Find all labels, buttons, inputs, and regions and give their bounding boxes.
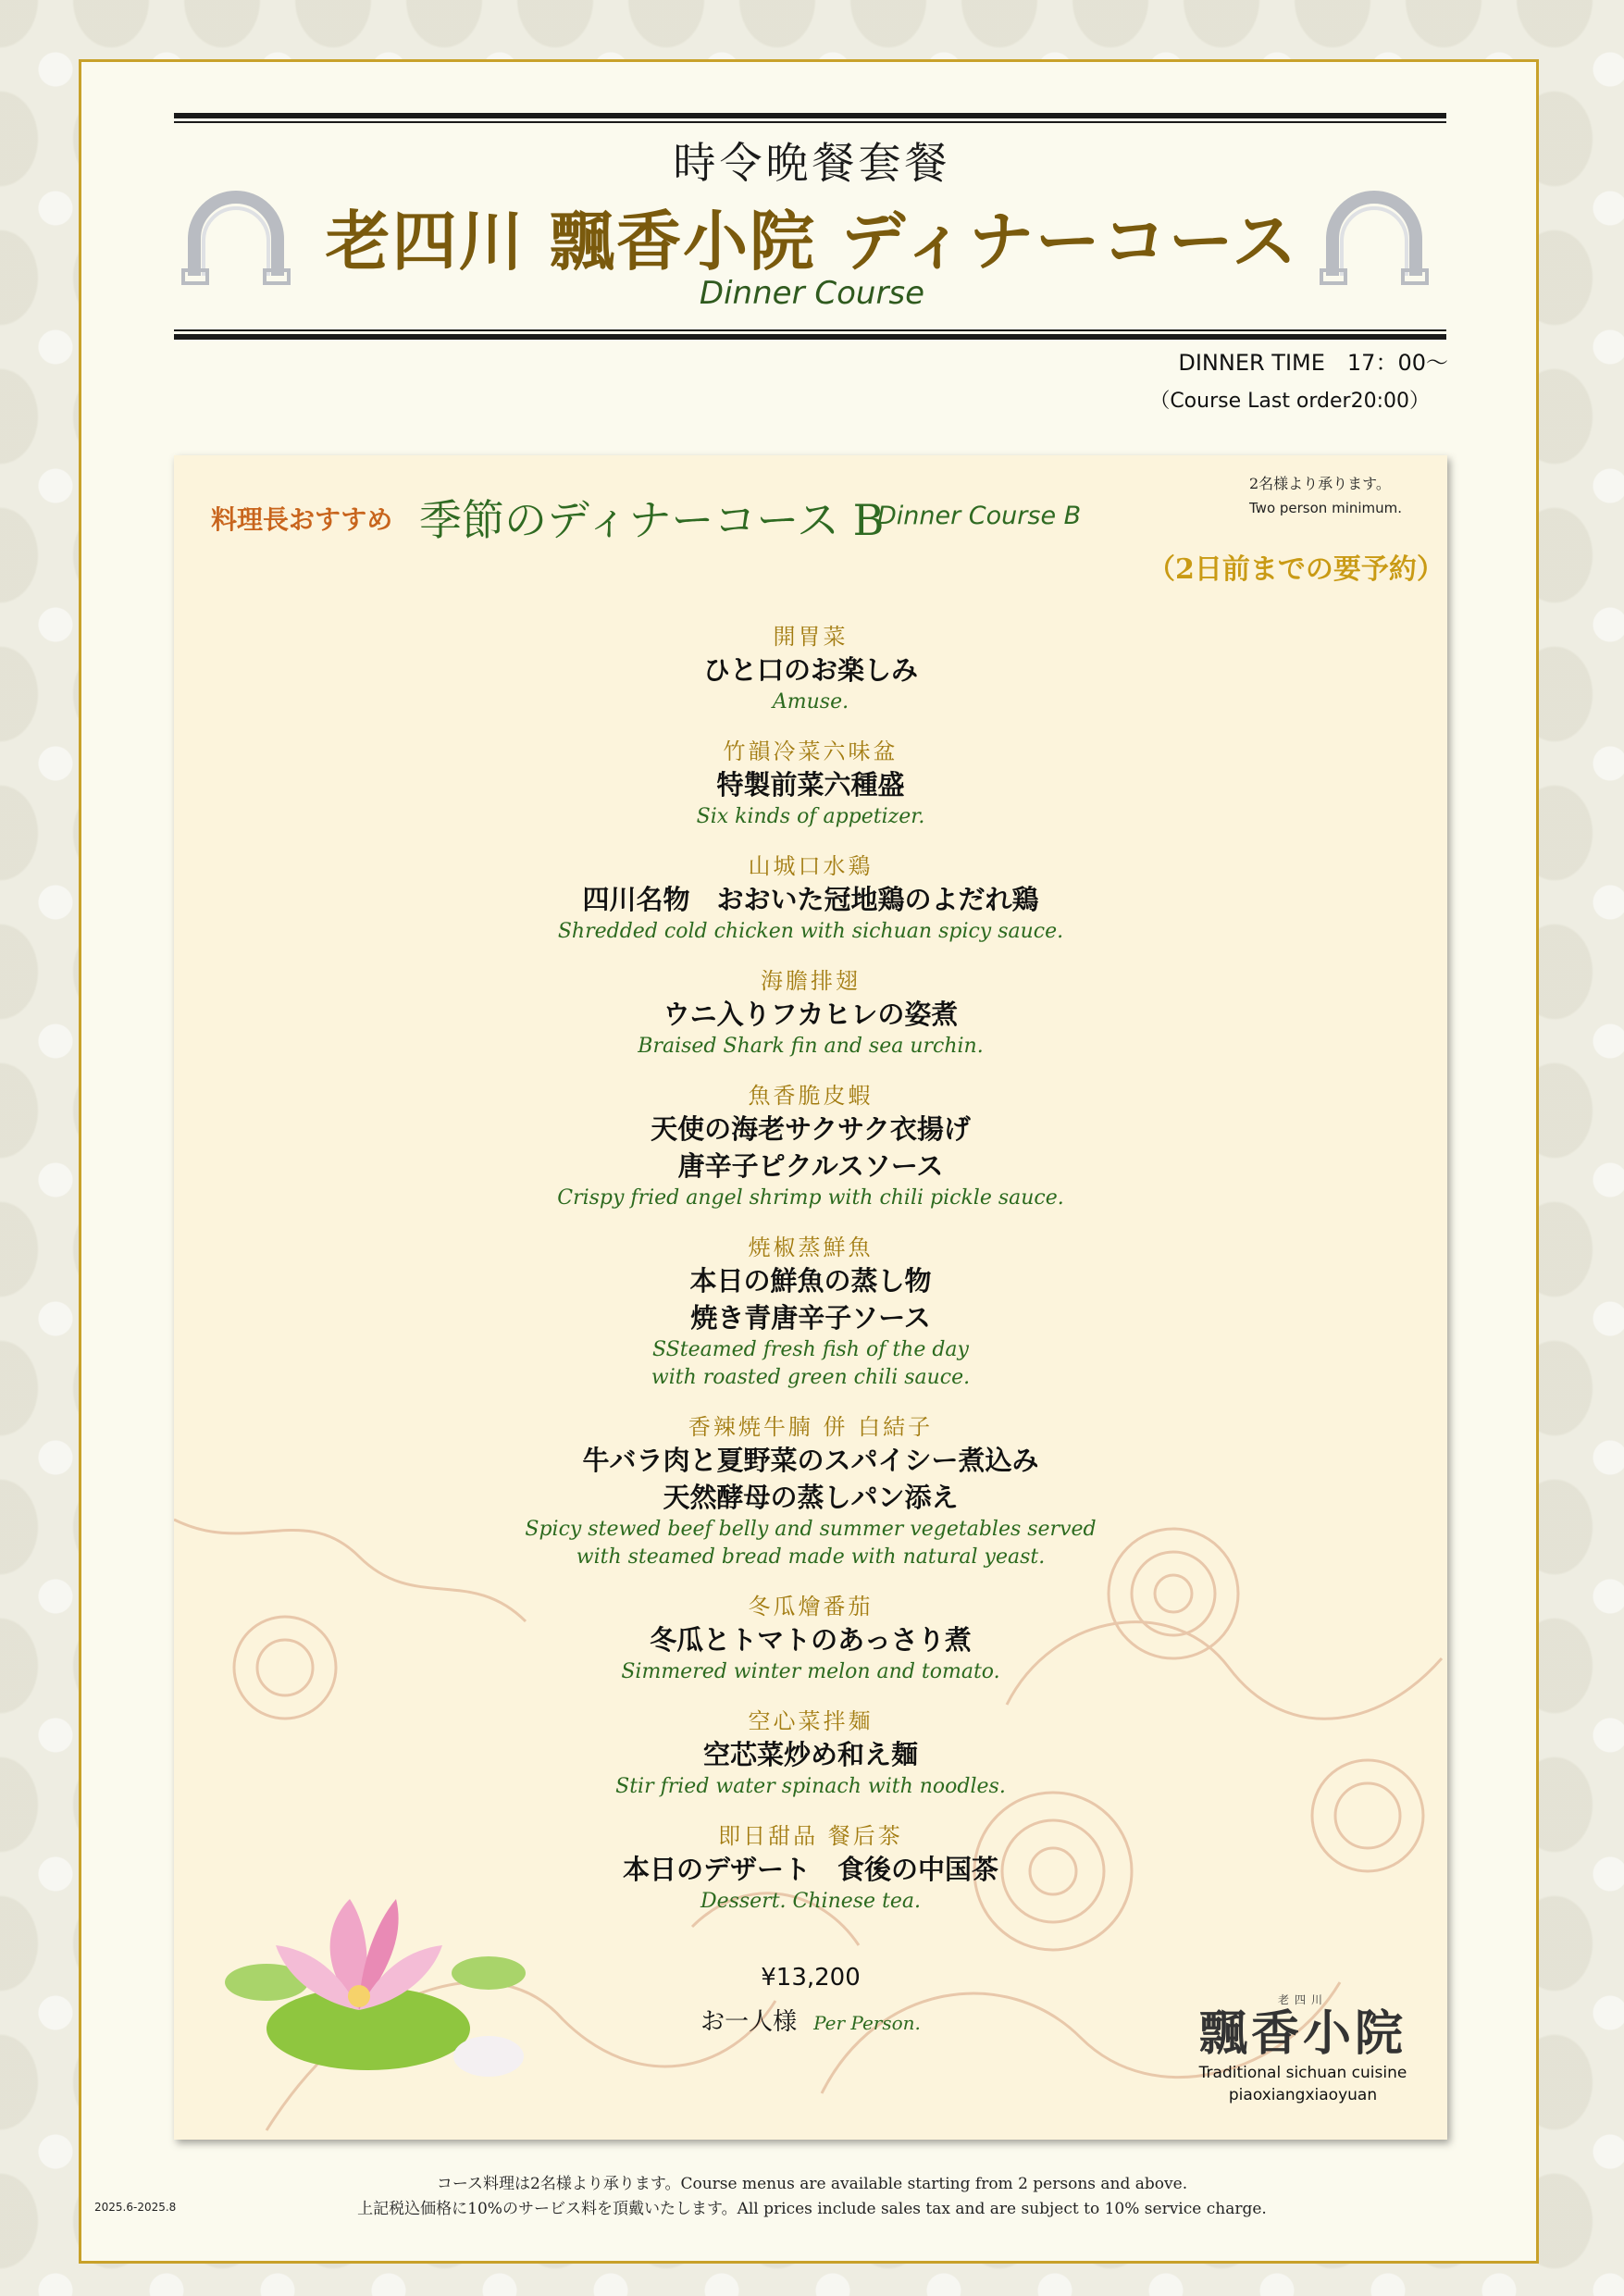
chef-recommendation: 料理長おすすめ: [211, 504, 393, 535]
menu-item-chinese: 冬瓜燴番茄: [748, 1594, 874, 1620]
dinner-time: DINNER TIME 17：00～: [1178, 350, 1448, 376]
menu-item-english: Amuse.: [772, 690, 849, 714]
menu-item-chinese: 海膽排翅: [761, 968, 861, 994]
menu-item-english: Spicy stewed beef belly and summer vegetables served: [525, 1518, 1097, 1541]
logo-tagline: Traditional sichuan cuisine: [1198, 2064, 1407, 2082]
menu-item-japanese: 唐辛子ピクルスソース: [677, 1150, 944, 1182]
course-name-en: Dinner Course B: [877, 502, 1082, 530]
menu-period: 2025.6-2025.8: [94, 2201, 177, 2214]
per-person-jp: お一人様: [700, 2008, 798, 2036]
last-order: （Course Last order20:00）: [1149, 390, 1430, 413]
menu-item-english: Six kinds of appetizer.: [696, 805, 925, 828]
menu-item-english: Braised Shark fin and sea urchin.: [638, 1035, 984, 1058]
header-top-rule-thin: [174, 121, 1446, 123]
menu-item-japanese: 天然酵母の蒸しパン添え: [663, 1482, 959, 1513]
menu-item-japanese: ひと口のお楽しみ: [702, 654, 918, 686]
menu-item-english: Stir fried water spinach with noodles.: [615, 1775, 1006, 1798]
menu-item-chinese: 香辣焼牛腩 併 白結子: [688, 1414, 934, 1440]
menu-item-chinese: 開胃菜: [773, 624, 849, 650]
menu-item-chinese: 即日甜品 餐后茶: [718, 1823, 903, 1849]
menu-item-english: Simmered winter melon and tomato.: [621, 1660, 1000, 1683]
menu-item: [174, 737, 1447, 831]
menu-item-chinese: 山城口水鶏: [748, 853, 874, 879]
menu-item-english: with roasted green chili sauce.: [651, 1366, 971, 1389]
menu-item-chinese: 魚香脆皮蝦: [748, 1083, 874, 1109]
logo-mark: 飄香小院: [1198, 2005, 1407, 2062]
course-name: 季節のディナーコース B: [419, 495, 885, 545]
menu-item-chinese: 空心菜拌麺: [748, 1708, 874, 1734]
menu-item-english: with steamed bread made with natural yeast.: [576, 1545, 1046, 1569]
menu-item-english: SSteamed fresh fish of the day: [652, 1338, 969, 1361]
menu-item-english: Crispy fried angel shrimp with chili pickle sauce.: [557, 1186, 1064, 1210]
menu-item: [174, 622, 1447, 716]
menu-item-japanese: 四川名物 おおいた冠地鶏のよだれ鶏: [582, 884, 1039, 915]
menu-item-japanese: 焼き青唐辛子ソース: [690, 1302, 931, 1334]
footer-note-1: コース料理は2名様より承ります。Course menus are available starting from 2 persons and above.: [436, 2175, 1188, 2193]
menu-item-japanese: 牛バラ肉と夏野菜のスパイシー煮込み: [582, 1445, 1039, 1476]
menu-item: [174, 1412, 1447, 1571]
menu-item-japanese: ウニ入りフカヒレの姿煮: [663, 999, 959, 1030]
header-bottom-rule: [174, 334, 1446, 340]
menu-item-japanese: 本日の鮮魚の蒸し物: [689, 1265, 932, 1297]
page-title: 老四川 飄香小院 ディナーコース: [325, 203, 1299, 279]
header-subtitle: 時令晩餐套餐: [673, 138, 951, 188]
menu-items: [174, 622, 1447, 1936]
menu-item: [174, 851, 1447, 946]
menu-item-english: Shredded cold chicken with sichuan spicy sauce.: [557, 920, 1064, 943]
menu-item: [174, 966, 1447, 1061]
menu-item: [174, 1081, 1447, 1212]
menu-item: [174, 1592, 1447, 1686]
menu-item-japanese: 本日のデザート 食後の中国茶: [622, 1854, 998, 1885]
logo-romanized: piaoxiangxiaoyuan: [1228, 2086, 1378, 2104]
page-title-en: Dinner Course: [699, 275, 925, 312]
menu-item: [174, 1821, 1447, 1916]
minimum-persons-en: Two person minimum.: [1249, 500, 1403, 516]
menu-item-chinese: 焼椒蒸鮮魚: [748, 1235, 874, 1260]
menu-item-japanese: 冬瓜とトマトのあっさり煮: [650, 1624, 972, 1656]
restaurant-logo: [1192, 1992, 1414, 2121]
menu-item-english: Dessert. Chinese tea.: [700, 1890, 922, 1913]
per-person-en: Per Person.: [813, 2012, 921, 2034]
price: ¥13,200: [761, 1964, 861, 1992]
menu-item-japanese: 特製前菜六種盛: [716, 769, 905, 800]
reservation-note: （2日前までの要予約）: [1147, 553, 1444, 586]
minimum-persons-jp: 2名様より承ります。: [1249, 475, 1391, 492]
menu-item-japanese: 空芯菜炒め和え麺: [702, 1739, 918, 1770]
logo-small-text: 老四川: [1277, 1993, 1328, 2006]
header-bottom-rule-thin: [174, 329, 1446, 331]
header-top-rule: [174, 113, 1446, 118]
menu-item: [174, 1233, 1447, 1392]
menu-item: [174, 1706, 1447, 1801]
menu-item-chinese: 竹韻冷菜六味盆: [723, 738, 899, 764]
menu-item-japanese: 天使の海老サクサク衣揚げ: [651, 1113, 971, 1145]
menu-card: [174, 455, 1447, 2140]
footer-note-2: 上記税込価格に10%のサービス料を頂戴いたします。All prices include sales tax and are subject to 10% service charge.: [357, 2200, 1267, 2218]
